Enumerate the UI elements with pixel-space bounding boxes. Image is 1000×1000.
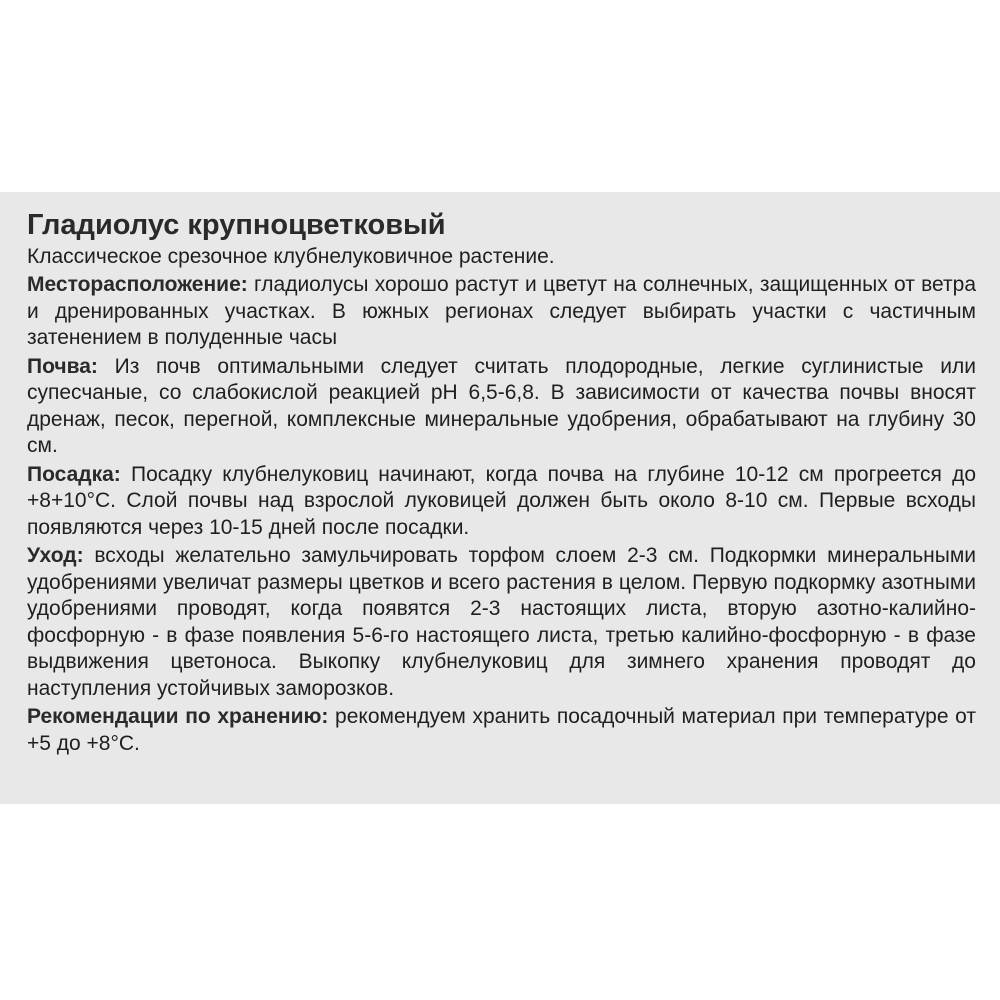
section-text: рекомендуем хранить посадочный материал при температуре от +5 до +8°С. (27, 705, 976, 755)
section-heading: Уход: (27, 544, 84, 567)
section-text: всходы желательно замульчировать торфом слоем 2-3 см. Подкормки минеральными удобрениями увеличат размеры цветков и всего растения в целом. Первую подкормку азотными удобрениями проводят, когда появятся 2-3 настоящих листа, вторую азотно-калийно-фосфорную - в фазе появления 5-6-го настоящего листа, третью калийно-фосфорную - в фазе выдвижения цветоноса. Выкопку клубнелуковиц для зимнего хранения проводят до наступления устойчивых заморозков. (27, 544, 976, 700)
section-text: гладиолусы хорошо растут и цветут на солнечных, защищенных от ветра и дренированных участках. В южных регионах следует выбирать участки с частичным затенением в полуденные часы (27, 273, 976, 349)
section-location (27, 272, 976, 352)
section-heading: Почва: (27, 354, 98, 378)
section-soil (27, 354, 976, 460)
label-card (0, 192, 1000, 804)
section-heading: Рекомендации по хранению: (27, 705, 329, 728)
section-heading: Посадка: (27, 462, 121, 486)
label-subtitle: Классическое срезочное клубнелуковичное растение. (27, 245, 555, 268)
section-storage (27, 704, 976, 757)
section-planting (27, 462, 976, 542)
section-text: Посадку клубнелуковиц начинают, когда почва на глубине 10-12 см прогреется до +8+10°С. Слой почвы над взрослой луковицей должен быть около 8-10 см. Первые всходы появляются через 10-15 дней после посадки. (27, 462, 976, 539)
section-text: Из почв оптимальными следует считать плодородные, легкие суглинистые или супесчаные, со слабокислой реакцией pH 6,5-6,8. В зависимости от качества почвы вносят дренаж, песок, перегной, комплексные минеральные удобрения, обрабатывают на глубину 30 см. (27, 354, 976, 457)
section-heading: Месторасположение: (27, 273, 248, 296)
label-title: Гладиолус крупноцветковый (27, 209, 446, 241)
section-care (27, 543, 976, 702)
